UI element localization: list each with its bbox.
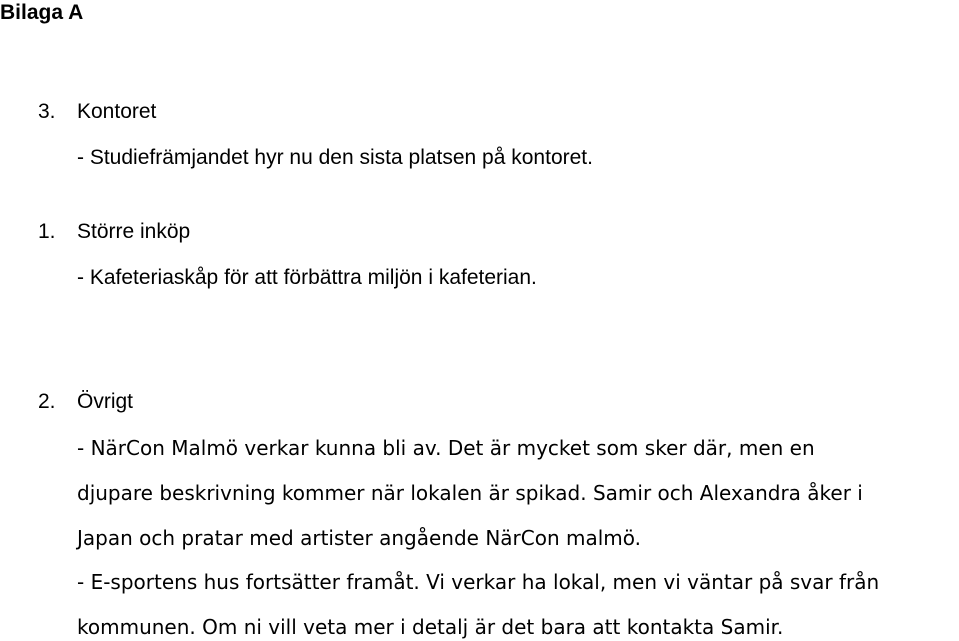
section-line: kommunen. Om ni vill veta mer i detalj är det bara att kontakta Samir.	[77, 615, 784, 639]
section-line: - Kafeteriaskåp för att förbättra miljön i kafeterian.	[77, 266, 537, 289]
section-line: Japan och pratar med artister angående NärCon malmö.	[77, 526, 642, 550]
section-title: Större inköp	[77, 220, 191, 243]
section-line: - Studiefrämjandet hyr nu den sista platsen på kontoret.	[77, 146, 593, 169]
section-number: 1.	[38, 220, 56, 243]
appendix-title: Bilaga A	[0, 1, 84, 24]
section-line: - E-sportens hus fortsätter framåt. Vi verkar ha lokal, men vi väntar på svar från	[77, 570, 880, 594]
section-number: 2.	[38, 390, 56, 413]
section-title: Kontoret	[77, 100, 157, 123]
section-title: Övrigt	[77, 390, 134, 413]
section-line: - NärCon Malmö verkar kunna bli av. Det är mycket som sker där, men en	[77, 436, 815, 460]
section-number: 3.	[38, 100, 56, 123]
section-line: djupare beskrivning kommer när lokalen är spikad. Samir och Alexandra åker i	[77, 481, 863, 505]
